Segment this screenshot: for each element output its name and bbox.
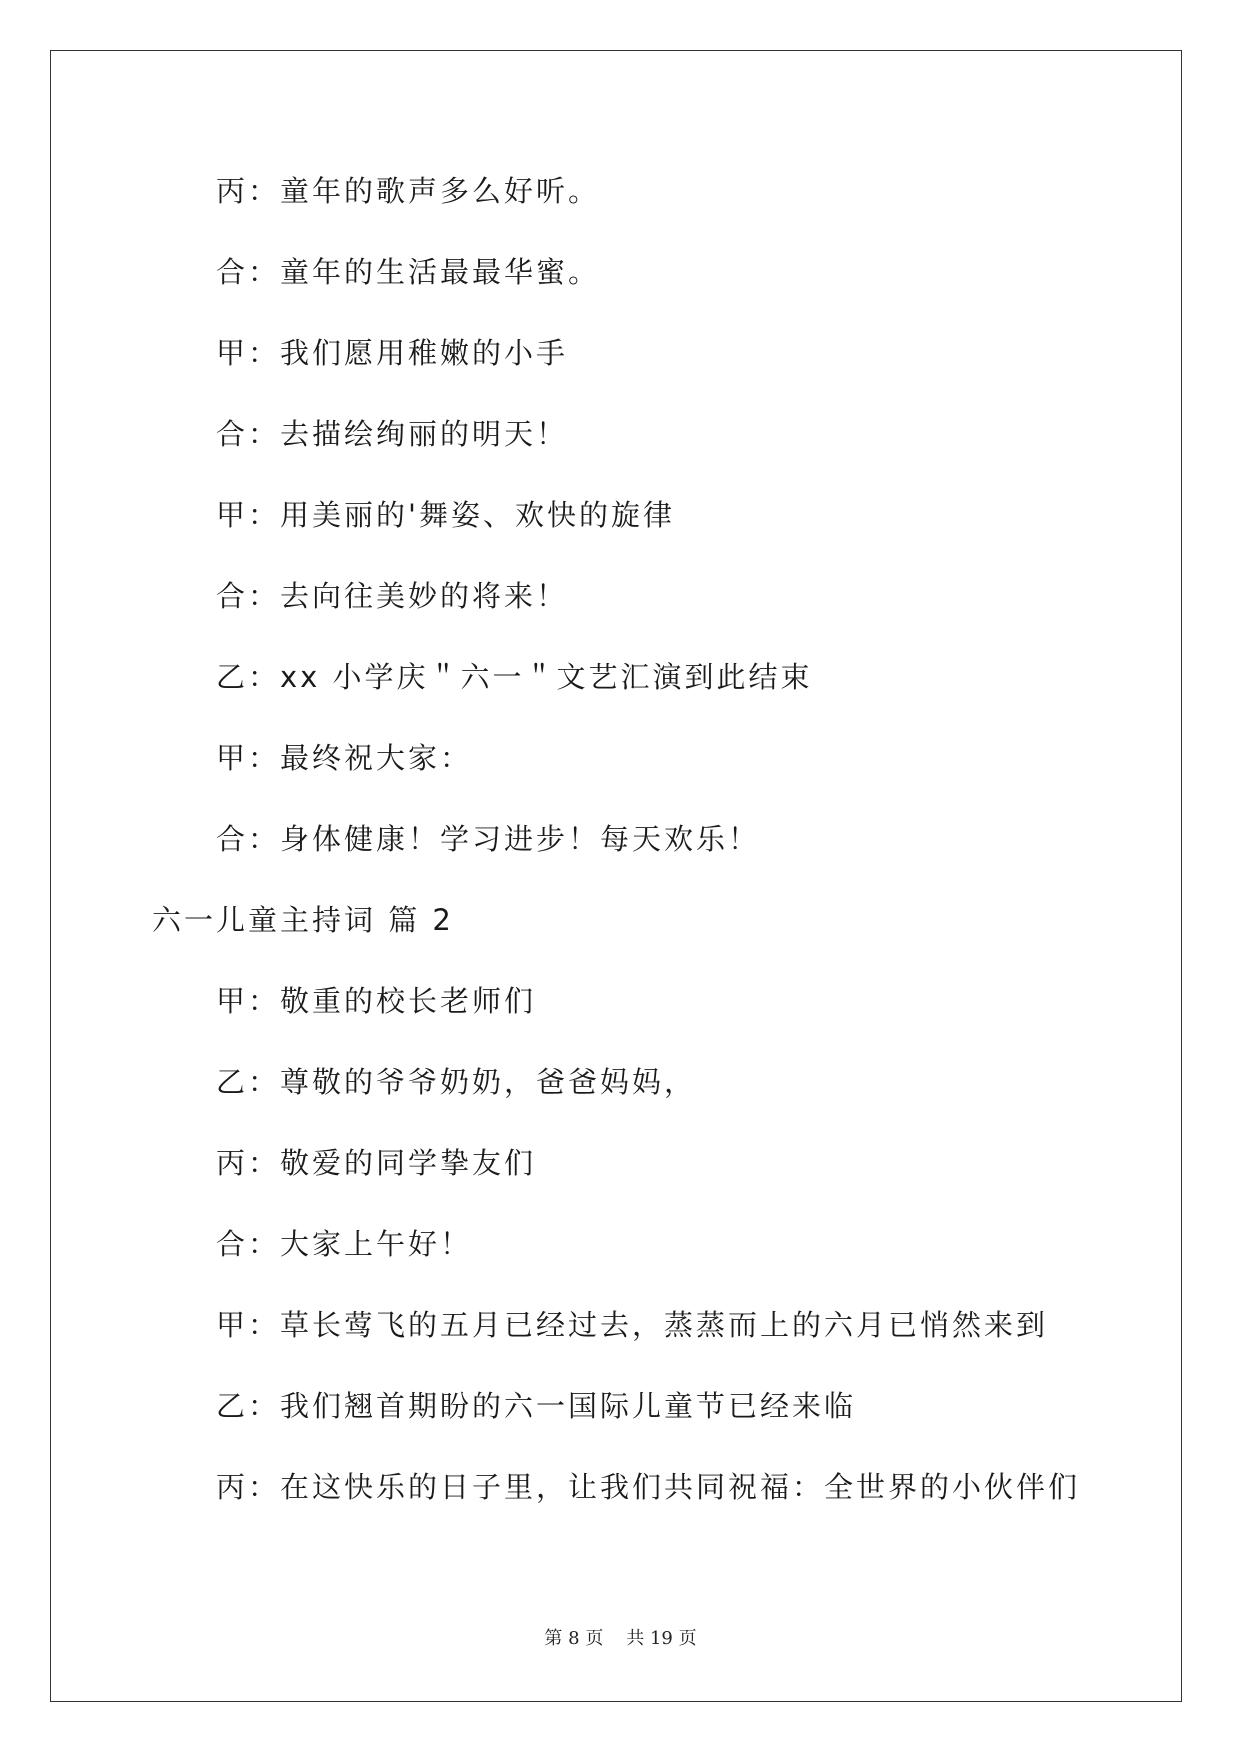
page-footer — [0, 1628, 1241, 1650]
page-number: 第 8 页 — [544, 1628, 604, 1649]
dialog-line: 甲：草长莺飞的五月已经过去，蒸蒸而上的六月已悄然来到 — [216, 1308, 1049, 1342]
page-total: 共 19 页 — [626, 1628, 697, 1649]
dialog-line: 甲：敬重的校长老师们 — [216, 984, 537, 1018]
section-heading: 六一儿童主持词 篇 2 — [152, 903, 454, 937]
dialog-line: 乙：我们翘首期盼的六一国际儿童节已经来临 — [216, 1389, 857, 1423]
dialog-line: 乙：尊敬的爷爷奶奶，爸爸妈妈， — [216, 1065, 697, 1099]
footer-spacer — [603, 1628, 626, 1649]
dialog-line: 甲：我们愿用稚嫩的小手 — [216, 336, 569, 370]
dialog-line: 合：童年的生活最最华蜜。 — [216, 255, 601, 289]
page-border — [50, 50, 1182, 1702]
dialog-line: 甲：用美丽的'舞姿、欢快的旋律 — [216, 498, 675, 532]
dialog-line: 合：身体健康！学习进步！每天欢乐！ — [216, 822, 761, 856]
dialog-line: 甲：最终祝大家： — [216, 741, 473, 775]
dialog-line: 丙：童年的歌声多么好听。 — [216, 174, 601, 208]
dialog-line: 乙：xx 小学庆＂六一＂文艺汇演到此结束 — [216, 660, 813, 694]
dialog-line: 合：去描绘绚丽的明天！ — [216, 417, 569, 451]
dialog-line: 合：大家上午好！ — [216, 1227, 473, 1261]
dialog-line: 合：去向往美妙的将来！ — [216, 579, 569, 613]
dialog-line: 丙：在这快乐的日子里，让我们共同祝福：全世界的小伙伴们 — [216, 1470, 1081, 1504]
dialog-line: 丙：敬爱的同学挚友们 — [216, 1146, 537, 1180]
